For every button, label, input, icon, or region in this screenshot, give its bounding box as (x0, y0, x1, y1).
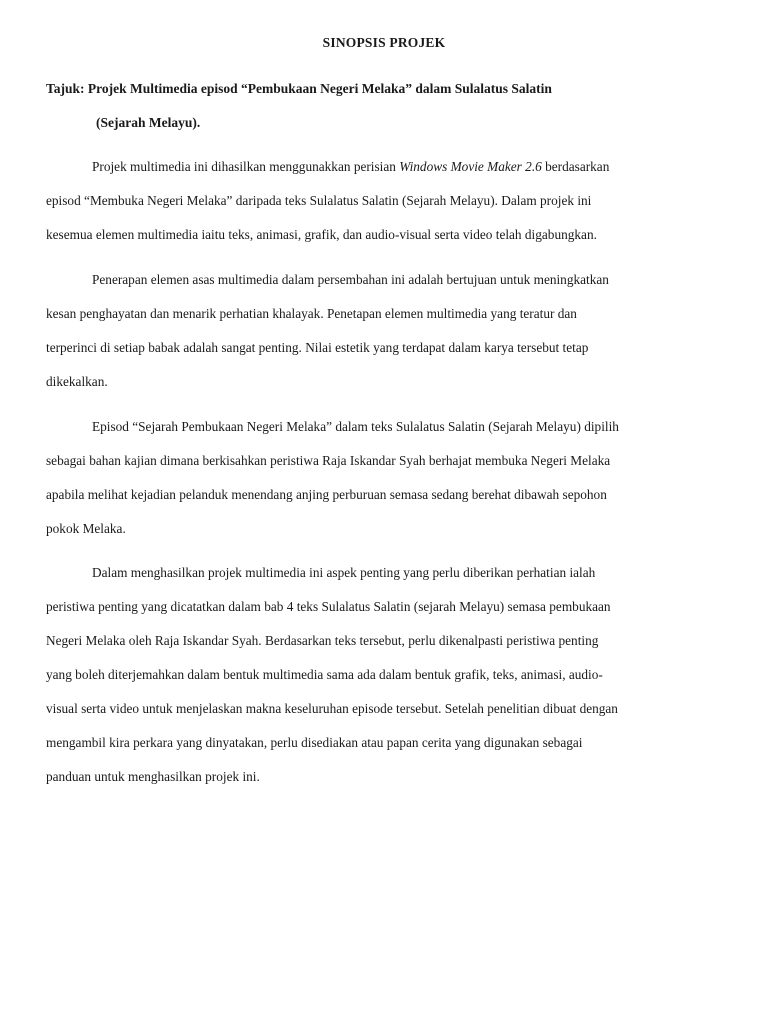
paragraph-line: mengambil kira perkara yang dinyatakan, perlu disediakan atau papan cerita yang digunakan sebagai (46, 735, 583, 750)
paragraph-3 (46, 410, 722, 546)
text-run: Penerapan elemen asas multimedia dalam persembahan ini adalah bertujuan untuk meningkatkan (92, 272, 609, 287)
paragraph-line: episod “Membuka Negeri Melaka” daripada teks Sulalatus Salatin (Sejarah Melayu). Dalam projek ini (46, 193, 592, 208)
paragraph-line: kesan penghayatan dan menarik perhatian khalayak. Penetapan elemen multimedia yang teratur dan (46, 306, 577, 321)
text-run: Projek multimedia ini dihasilkan menggunakkan perisian (92, 159, 400, 174)
software-name: Windows Movie Maker 2.6 (399, 159, 542, 174)
paragraph-line: panduan untuk menghasilkan projek ini. (46, 769, 260, 784)
paragraph-line (46, 263, 722, 297)
text-run: Episod “Sejarah Pembukaan Negeri Melaka” dalam teks Sulalatus Salatin (Sejarah Melayu) dipilih (92, 419, 619, 434)
text-run: Dalam menghasilkan projek multimedia ini aspek penting yang perlu diberikan perhatian ialah (92, 565, 596, 580)
paragraph-line: visual serta video untuk menjelaskan makna keseluruhan episode tersebut. Setelah penelitian dibuat dengan (46, 701, 618, 716)
paragraph-line: peristiwa penting yang dicatatkan dalam bab 4 teks Sulalatus Salatin (sejarah Melayu) semasa pembukaan (46, 599, 611, 614)
paragraph-1 (46, 150, 722, 252)
paragraph-2 (46, 263, 722, 399)
paragraph-line: Negeri Melaka oleh Raja Iskandar Syah. Berdasarkan teks tersebut, perlu dikenalpasti peristiwa penting (46, 633, 599, 648)
paragraph-line: dikekalkan. (46, 374, 108, 389)
paragraph-4 (46, 556, 722, 794)
paragraph-line: sebagai bahan kajian dimana berkisahkan peristiwa Raja Iskandar Syah berhajat membuka Negeri Melaka (46, 453, 611, 468)
text-run: berdasarkan (541, 159, 610, 174)
paragraph-line: yang boleh diterjemahkan dalam bentuk multimedia sama ada dalam bentuk grafik, teks, animasi, audio- (46, 667, 603, 682)
paragraph-line (46, 150, 722, 184)
paragraph-line: terperinci di setiap babak adalah sangat penting. Nilai estetik yang terdapat dalam karya tersebut tetap (46, 340, 589, 355)
document-title: SINOPSIS PROJEK (322, 35, 446, 50)
paragraph-line: kesemua elemen multimedia iaitu teks, animasi, grafik, dan audio-visual serta video telah digabungkan. (46, 227, 597, 242)
paragraph-line: pokok Melaka. (46, 521, 126, 536)
paragraph-line (46, 410, 722, 444)
paragraph-line (46, 556, 722, 590)
project-heading-line-1: Tajuk: Projek Multimedia episod “Pembukaan Negeri Melaka” dalam Sulalatus Salatin (46, 81, 552, 96)
project-heading-line-2: (Sejarah Melayu). (96, 115, 201, 130)
paragraph-line: apabila melihat kejadian pelanduk menendang anjing perburuan semasa sedang berehat dibawah sepohon (46, 487, 607, 502)
